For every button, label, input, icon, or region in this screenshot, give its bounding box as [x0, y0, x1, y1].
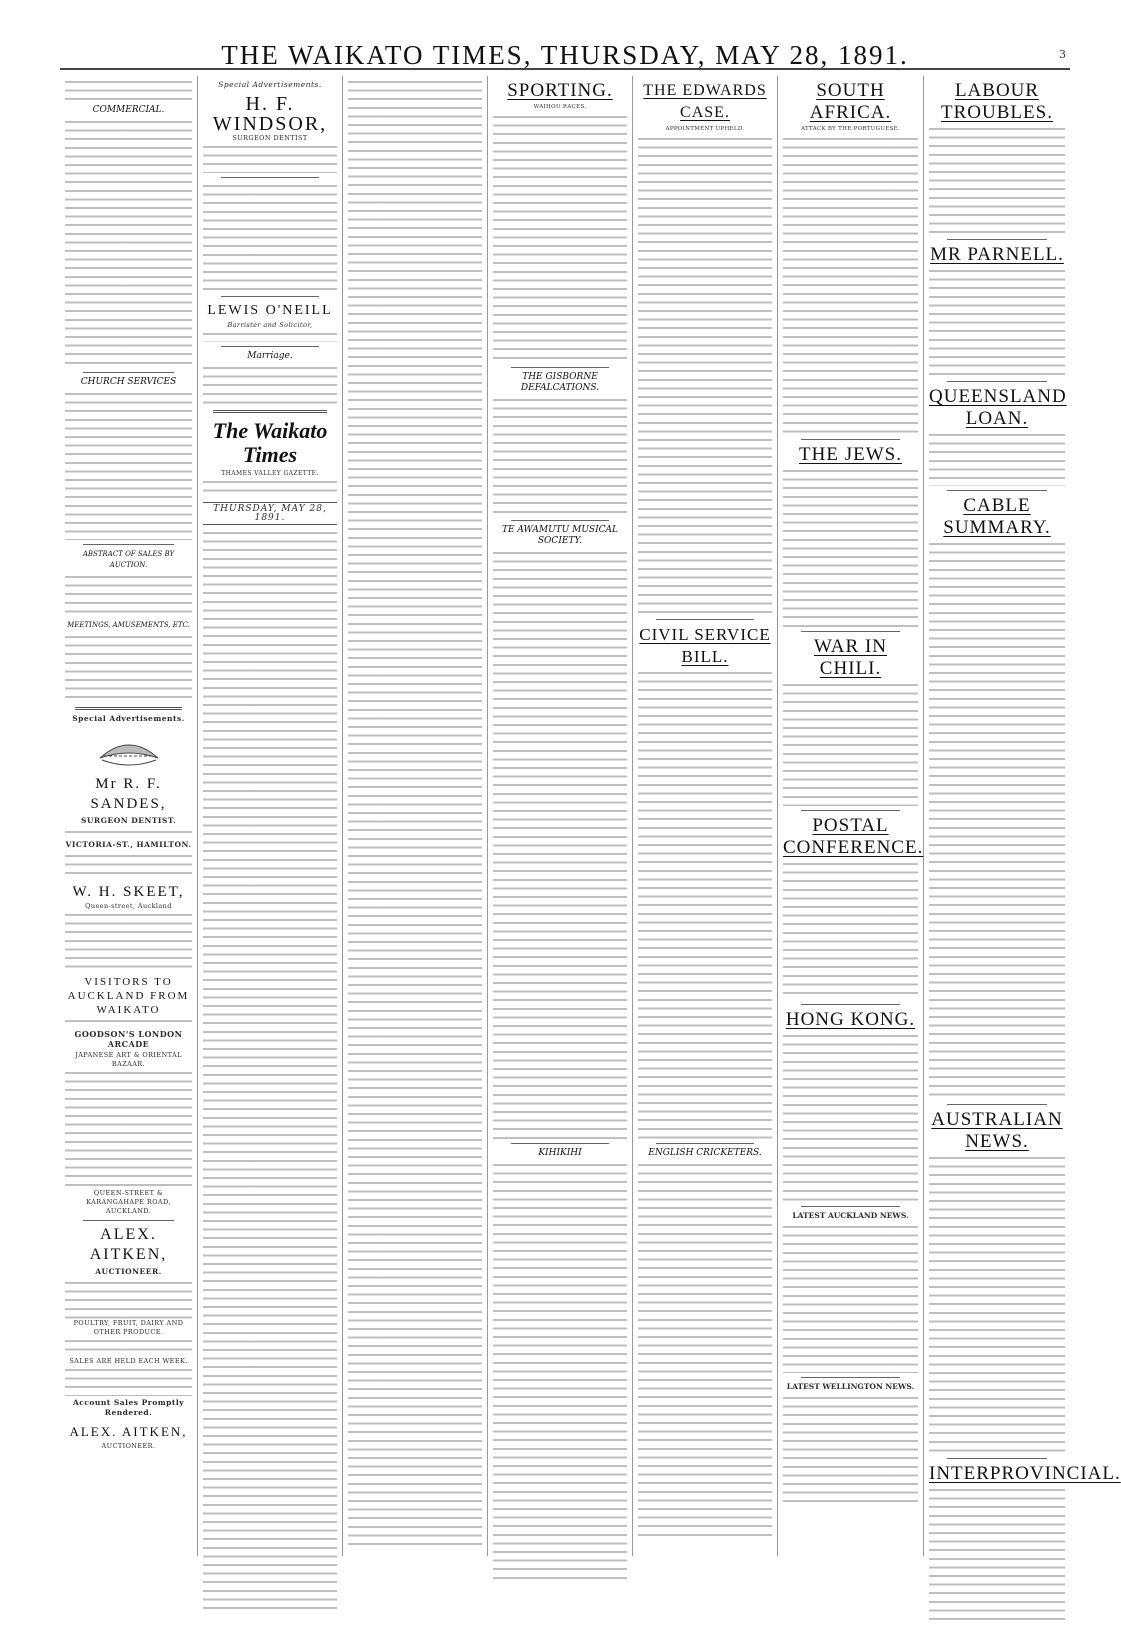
- te-awamutu-text: [493, 549, 627, 1139]
- nameplate: The Waikato Times: [212, 418, 328, 467]
- abstract-heading: ABSTRACT OF SALES BY AUCTION.: [82, 550, 175, 569]
- column-6: [778, 76, 924, 1556]
- hongkong-text: [783, 1032, 918, 1202]
- divider: [511, 520, 609, 521]
- skeet-name: W. H. SKEET,: [72, 884, 185, 900]
- south-africa-heading: SOUTH AFRICA.: [809, 80, 892, 123]
- columns: [60, 76, 1121, 1556]
- edwards-text: [638, 135, 772, 615]
- divider: [947, 1104, 1047, 1105]
- gisborne-heading: THE GISBORNE DEFALCATIONS.: [520, 372, 600, 393]
- dentures-icon: [94, 730, 164, 770]
- jews-heading: THE JEWS.: [799, 444, 902, 465]
- church-heading: CHURCH SERVICES: [80, 377, 177, 387]
- divider: [221, 296, 319, 297]
- leader-article: [203, 529, 337, 1609]
- column-3: [343, 76, 488, 1556]
- text-block: [65, 1017, 192, 1027]
- aitken-title-2: AUCTIONEER.: [101, 1442, 156, 1450]
- meetings-text: [65, 633, 192, 703]
- australian-heading: AUSTRALIAN NEWS.: [931, 1109, 1063, 1152]
- auckland-news-text: [783, 1223, 918, 1373]
- divider: [511, 1143, 609, 1144]
- dentist-place: VICTORIA-ST., HAMILTON.: [65, 840, 192, 849]
- column-7: [924, 76, 1121, 1556]
- divider: [947, 1458, 1047, 1459]
- text-block: [65, 78, 192, 102]
- divider: [656, 1143, 754, 1144]
- commercial-heading: COMMERCIAL.: [92, 105, 165, 115]
- arcade-text: [65, 1069, 192, 1189]
- divider: [221, 346, 319, 347]
- kihikihi-heading: KIHIKIHI: [538, 1148, 582, 1158]
- text-block: [65, 828, 192, 838]
- sales-line: SALES ARE HELD EACH WEEK.: [69, 1357, 188, 1365]
- column-5: [633, 76, 778, 1556]
- edwards-sub: APPOINTMENT UPHELD.: [665, 126, 745, 132]
- text-block: [65, 1337, 192, 1357]
- arcade-name: GOODSON'S LONDON ARCADE: [74, 1029, 183, 1049]
- news-text: [348, 78, 482, 1548]
- oneill-title: Barrister and Solicitor,: [227, 321, 313, 329]
- divider: [801, 631, 900, 632]
- waihou-heading: WAIHOU RACES.: [533, 104, 587, 110]
- column-1: [60, 76, 198, 1556]
- divider: [801, 1206, 900, 1207]
- chili-text: [783, 681, 918, 806]
- electro-ad: [203, 182, 337, 292]
- skeet-text: [65, 911, 192, 971]
- wellington-news-heading: LATEST WELLINGTON NEWS.: [786, 1382, 915, 1391]
- arcade-sub: JAPANESE ART & ORIENTAL BAZAAR.: [75, 1051, 182, 1068]
- civil-service-text: [638, 669, 772, 1139]
- newspaper-title: THE WAIKATO TIMES, THURSDAY, MAY 28, 1891.: [221, 40, 909, 70]
- postal-heading: POSTAL CONFERENCE.: [783, 815, 924, 858]
- cable-text: [929, 540, 1065, 1100]
- interprovincial-heading: INTERPROVINCIAL.: [929, 1463, 1121, 1484]
- sporting-text: [493, 113, 627, 363]
- divider: [83, 372, 174, 373]
- divider: [801, 1004, 900, 1005]
- labour-text: [929, 125, 1065, 235]
- dateline: THURSDAY, MAY 28, 1891.: [203, 502, 337, 525]
- civil-service-heading: CIVIL SERVICE BILL.: [639, 625, 771, 666]
- masthead: [60, 36, 1070, 70]
- marriage-text: [203, 364, 337, 406]
- special-ads-heading: Special Advertisements.: [218, 80, 322, 89]
- divider: [213, 410, 327, 413]
- skeet-place: Queen-street, Auckland: [85, 902, 172, 910]
- divider: [947, 381, 1047, 382]
- divider: [511, 367, 609, 368]
- divider: [221, 177, 319, 178]
- parnell-text: [929, 267, 1065, 377]
- oneill-name: LEWIS O'NEILL: [207, 303, 333, 318]
- windsor-title: SURGEON DENTIST: [232, 134, 308, 142]
- jews-text: [783, 467, 918, 627]
- queensland-text: [929, 431, 1065, 486]
- kihikihi-text: [493, 1161, 627, 1581]
- arcade-place: QUEEN-STREET & KARANGAHAPE ROAD, AUCKLAND.: [86, 1189, 171, 1215]
- south-africa-sub: ATTACK BY THE PORTUGUESE.: [800, 126, 901, 132]
- text-block: [203, 330, 337, 342]
- labour-heading: LABOUR TROUBLES.: [941, 80, 1053, 123]
- poultry-line: POULTRY, FRUIT, DAIRY AND OTHER PRODUCE.: [73, 1319, 184, 1336]
- text-block: [203, 143, 337, 173]
- windsor-name: H. F. WINDSOR,: [212, 93, 328, 135]
- aitken-title: AUCTIONEER.: [95, 1267, 162, 1276]
- divider: [801, 439, 900, 440]
- motto: [203, 478, 337, 496]
- divider: [75, 707, 182, 710]
- sporting-heading: SPORTING.: [507, 80, 613, 101]
- divider: [801, 1377, 900, 1378]
- dentist-name: Mr R. F. SANDES,: [90, 776, 167, 812]
- divider: [801, 810, 900, 811]
- south-africa-text: [783, 135, 918, 435]
- auckland-news-heading: LATEST AUCKLAND NEWS.: [792, 1211, 909, 1220]
- divider: [83, 1220, 174, 1221]
- account-line: Account Sales Promptly Rendered.: [72, 1398, 185, 1417]
- aitken-name: ALEX. AITKEN,: [89, 1226, 168, 1263]
- cricketers-text: [638, 1161, 772, 1541]
- hongkong-heading: HONG KONG.: [785, 1009, 916, 1030]
- australian-text: [929, 1154, 1065, 1454]
- abstract-text: [65, 573, 192, 617]
- chili-heading: WAR IN CHILI.: [813, 636, 888, 679]
- commercial-text: [65, 118, 192, 368]
- page-number: 3: [1059, 48, 1066, 61]
- edwards-heading: THE EDWARDS CASE.: [643, 82, 767, 121]
- visitors-heading: VISITORS TO AUCKLAND FROM WAIKATO: [67, 976, 190, 1016]
- parnell-heading: MR PARNELL.: [930, 244, 1064, 265]
- divider: [656, 619, 754, 620]
- gisborne-text: [493, 396, 627, 516]
- te-awamutu-heading: TE AWAMUTU MUSICAL SOCIETY.: [501, 525, 618, 546]
- aitken-name-2: ALEX. AITKEN,: [69, 1424, 188, 1439]
- postal-text: [783, 860, 918, 1000]
- queensland-heading: QUEENSLAND LOAN.: [929, 386, 1067, 429]
- nameplate-sub: THAMES VALLEY GAZETTE.: [221, 470, 319, 477]
- dentist-title: SURGEON DENTIST.: [80, 816, 177, 825]
- special-ads-heading: Special Advertisements.: [72, 714, 185, 723]
- column-4: [488, 76, 633, 1556]
- column-2: [198, 76, 343, 1556]
- divider: [83, 544, 174, 545]
- divider: [947, 239, 1047, 240]
- church-text: [65, 390, 192, 540]
- cable-heading: CABLE SUMMARY.: [943, 495, 1051, 538]
- text-block: [65, 1366, 192, 1396]
- cricketers-heading: ENGLISH CRICKETERS.: [648, 1148, 762, 1158]
- interprovincial-text: [929, 1486, 1065, 1626]
- text-block: [65, 852, 192, 878]
- aitken-text: [65, 1279, 192, 1319]
- meetings-heading: MEETINGS, AMUSEMENTS, ETC.: [67, 621, 190, 629]
- divider: [947, 490, 1047, 491]
- marriage-heading: Marriage.: [247, 351, 293, 361]
- wellington-news-text: [783, 1394, 918, 1504]
